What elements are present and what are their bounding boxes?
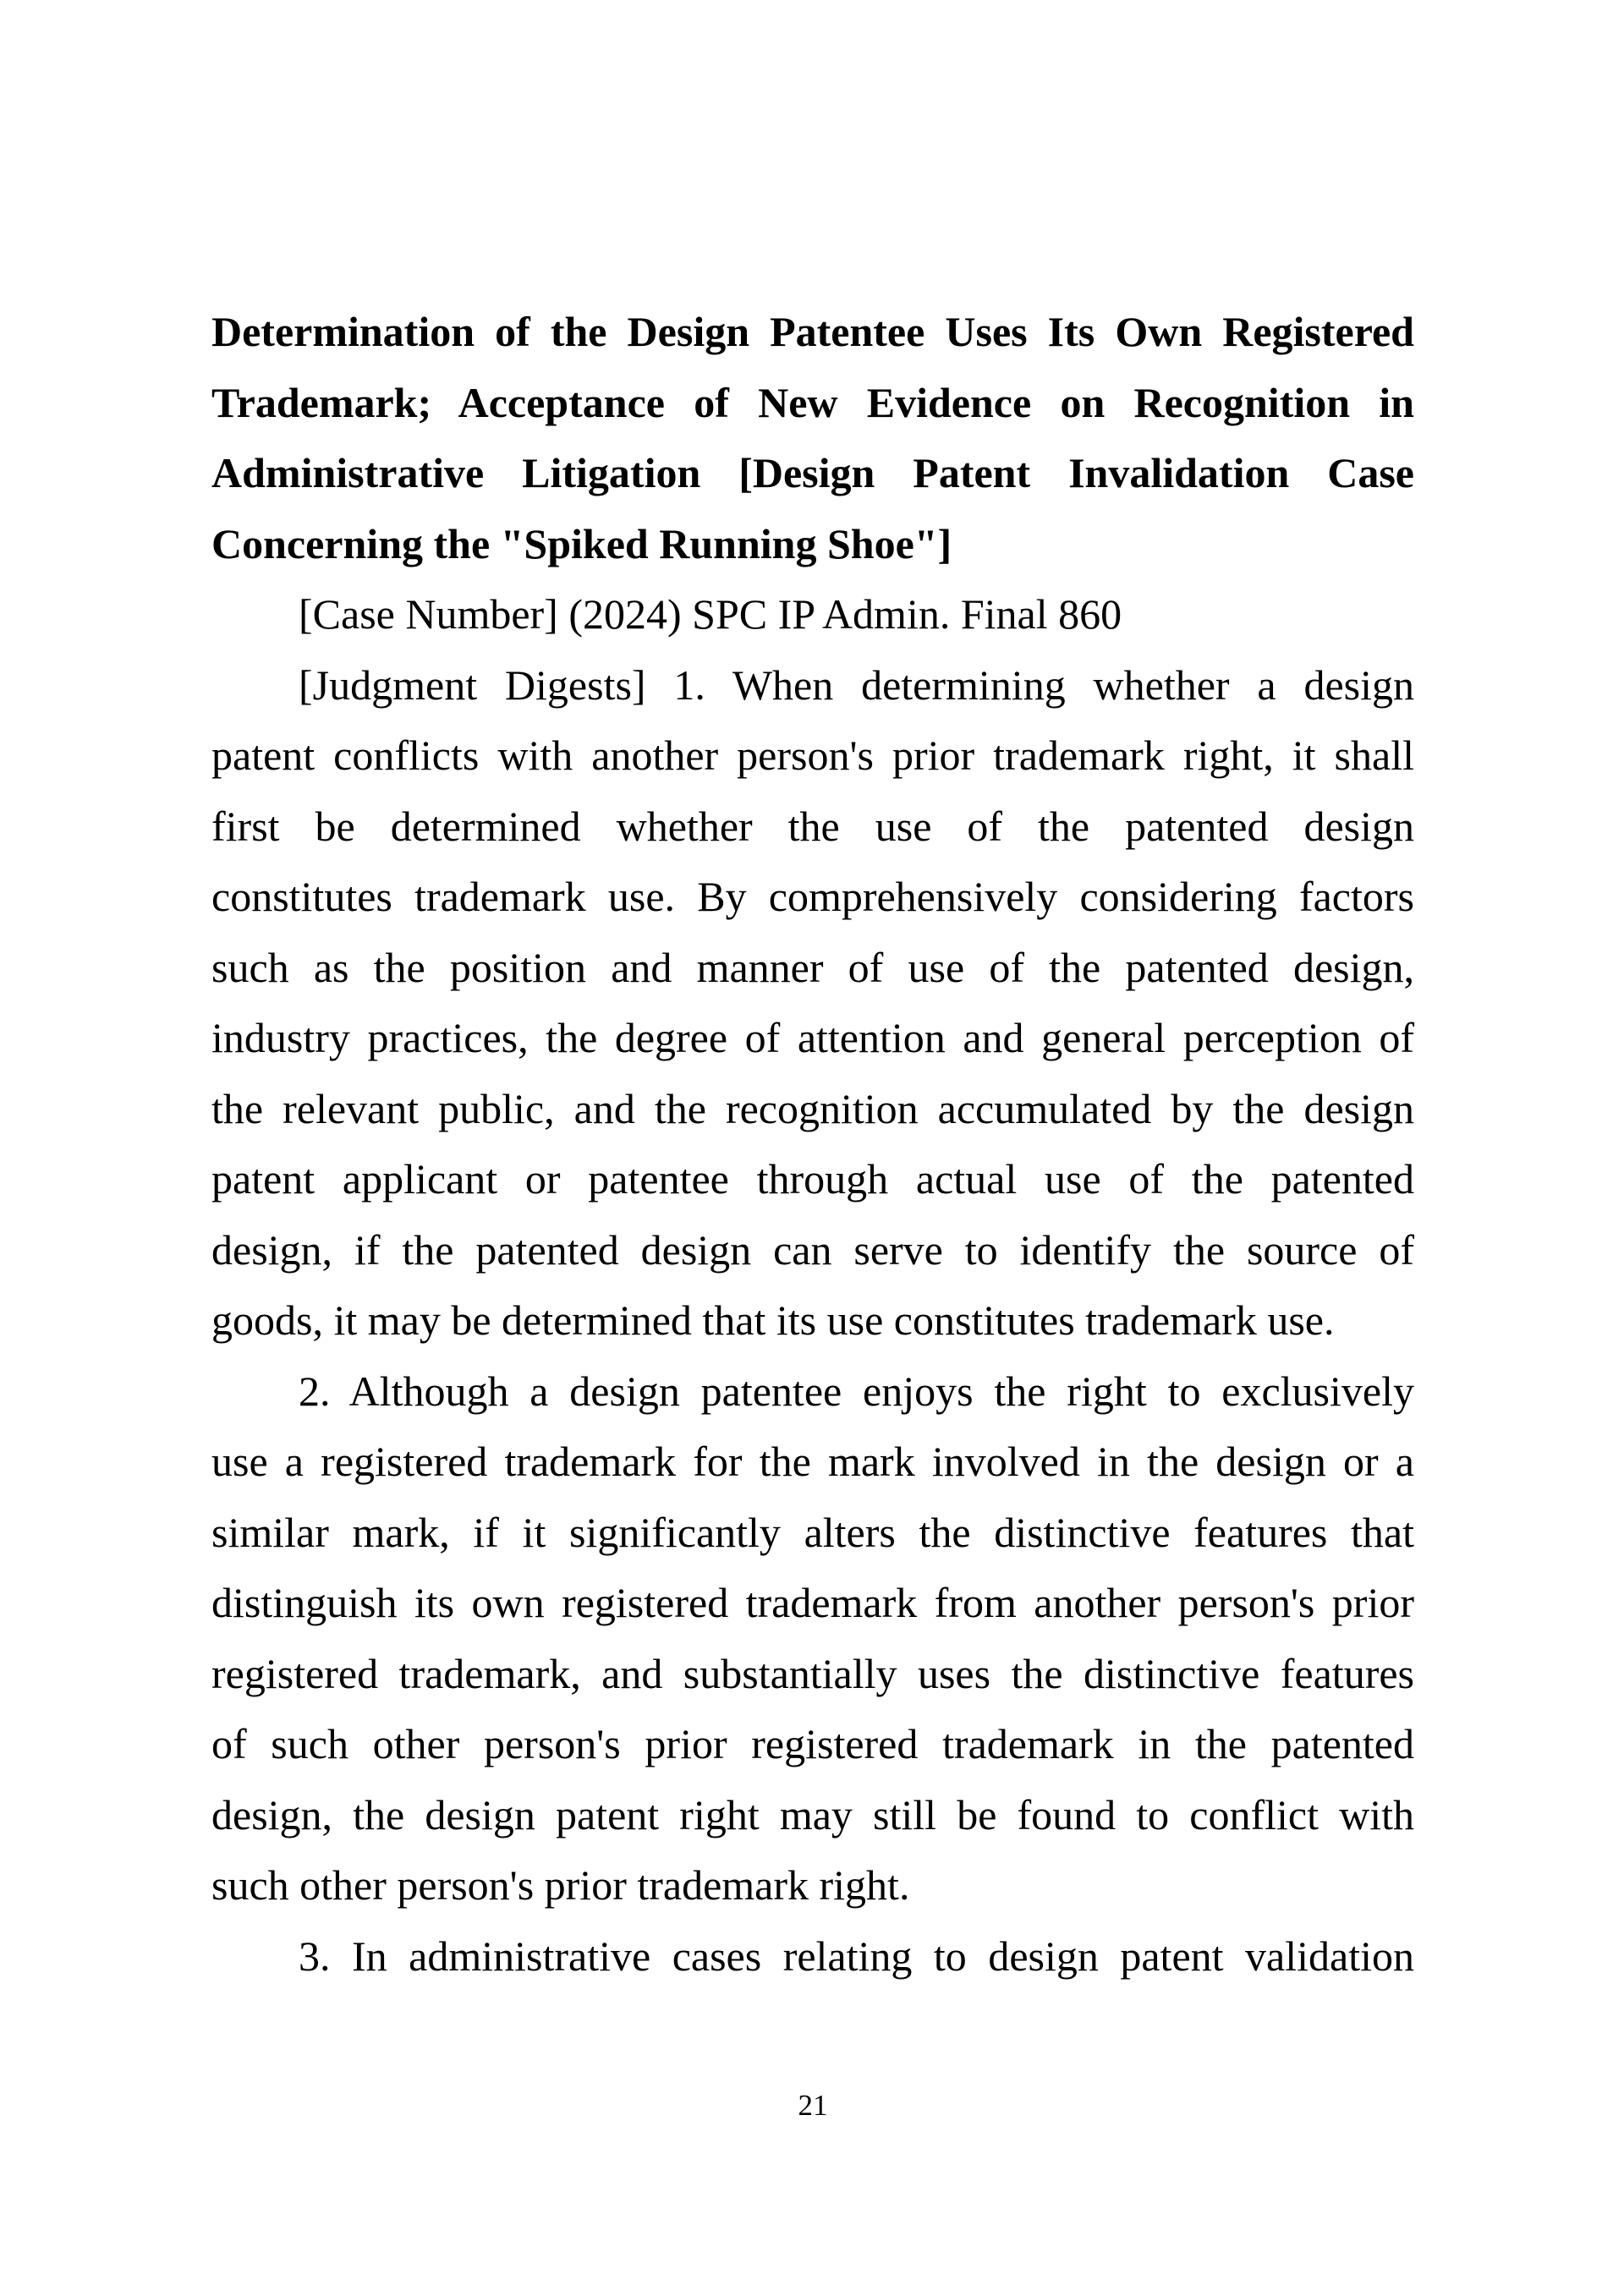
title-line: Administrative Litigation [Design Patent Invalidation Case [211,449,1414,496]
body-line: similar mark, if it significantly alters the distinctive features that [211,1508,1414,1556]
body-line: 2. Although a design patentee enjoys the right to exclusively [299,1367,1414,1415]
case-number-paragraph [211,579,1414,650]
body-line: [Judgment Digests] 1. When determining whether a design [299,660,1414,709]
document-title [211,297,1414,579]
body-line: industry practices, the degree of attention and general perception of [211,1014,1414,1061]
body-line: patent applicant or patentee through actual use of the patented [211,1155,1414,1203]
body-line: distinguish its own registered trademark from another person's prior [211,1579,1414,1626]
body-line: [Case Number] (2024) SPC IP Admin. Final 860 [299,590,1122,638]
point-three-paragraph [211,1921,1414,1992]
body-line: registered trademark, and substantially uses the distinctive features [211,1649,1414,1697]
title-line: Trademark; Acceptance of New Evidence on Recognition in [211,378,1414,426]
body-line: design, if the patented design can serve to identify the source of [211,1225,1414,1274]
body-line: patent conflicts with another person's prior trademark right, it shall [211,732,1414,779]
body-line: 3. In administrative cases relating to design patent validation [299,1932,1414,1980]
body-line: such as the position and manner of use of the patented design, [211,943,1414,991]
point-two-paragraph [211,1356,1414,1921]
body-line: use a registered trademark for the mark involved in the design or a [211,1438,1414,1485]
title-line: Determination of the Design Patentee Uses Its Own Registered [211,308,1414,355]
body-line: first be determined whether the use of the patented design [211,802,1414,850]
body-line: the relevant public, and the recognition accumulated by the design [211,1084,1414,1132]
title-line: Concerning the "Spiked Running Shoe"] [211,519,952,567]
body-line: of such other person's prior registered trademark in the patented [211,1720,1414,1767]
document-body [211,297,1414,1992]
page-number: 21 [798,2089,828,2122]
body-line: goods, it may be determined that its use constitutes trademark use. [211,1296,1335,1344]
body-line: constitutes trademark use. By comprehensively considering factors [211,873,1414,920]
judgment-digests-paragraph [211,650,1414,1356]
body-line: such other person's prior trademark right. [211,1861,910,1909]
body-line: design, the design patent right may still be found to conflict with [211,1790,1414,1838]
